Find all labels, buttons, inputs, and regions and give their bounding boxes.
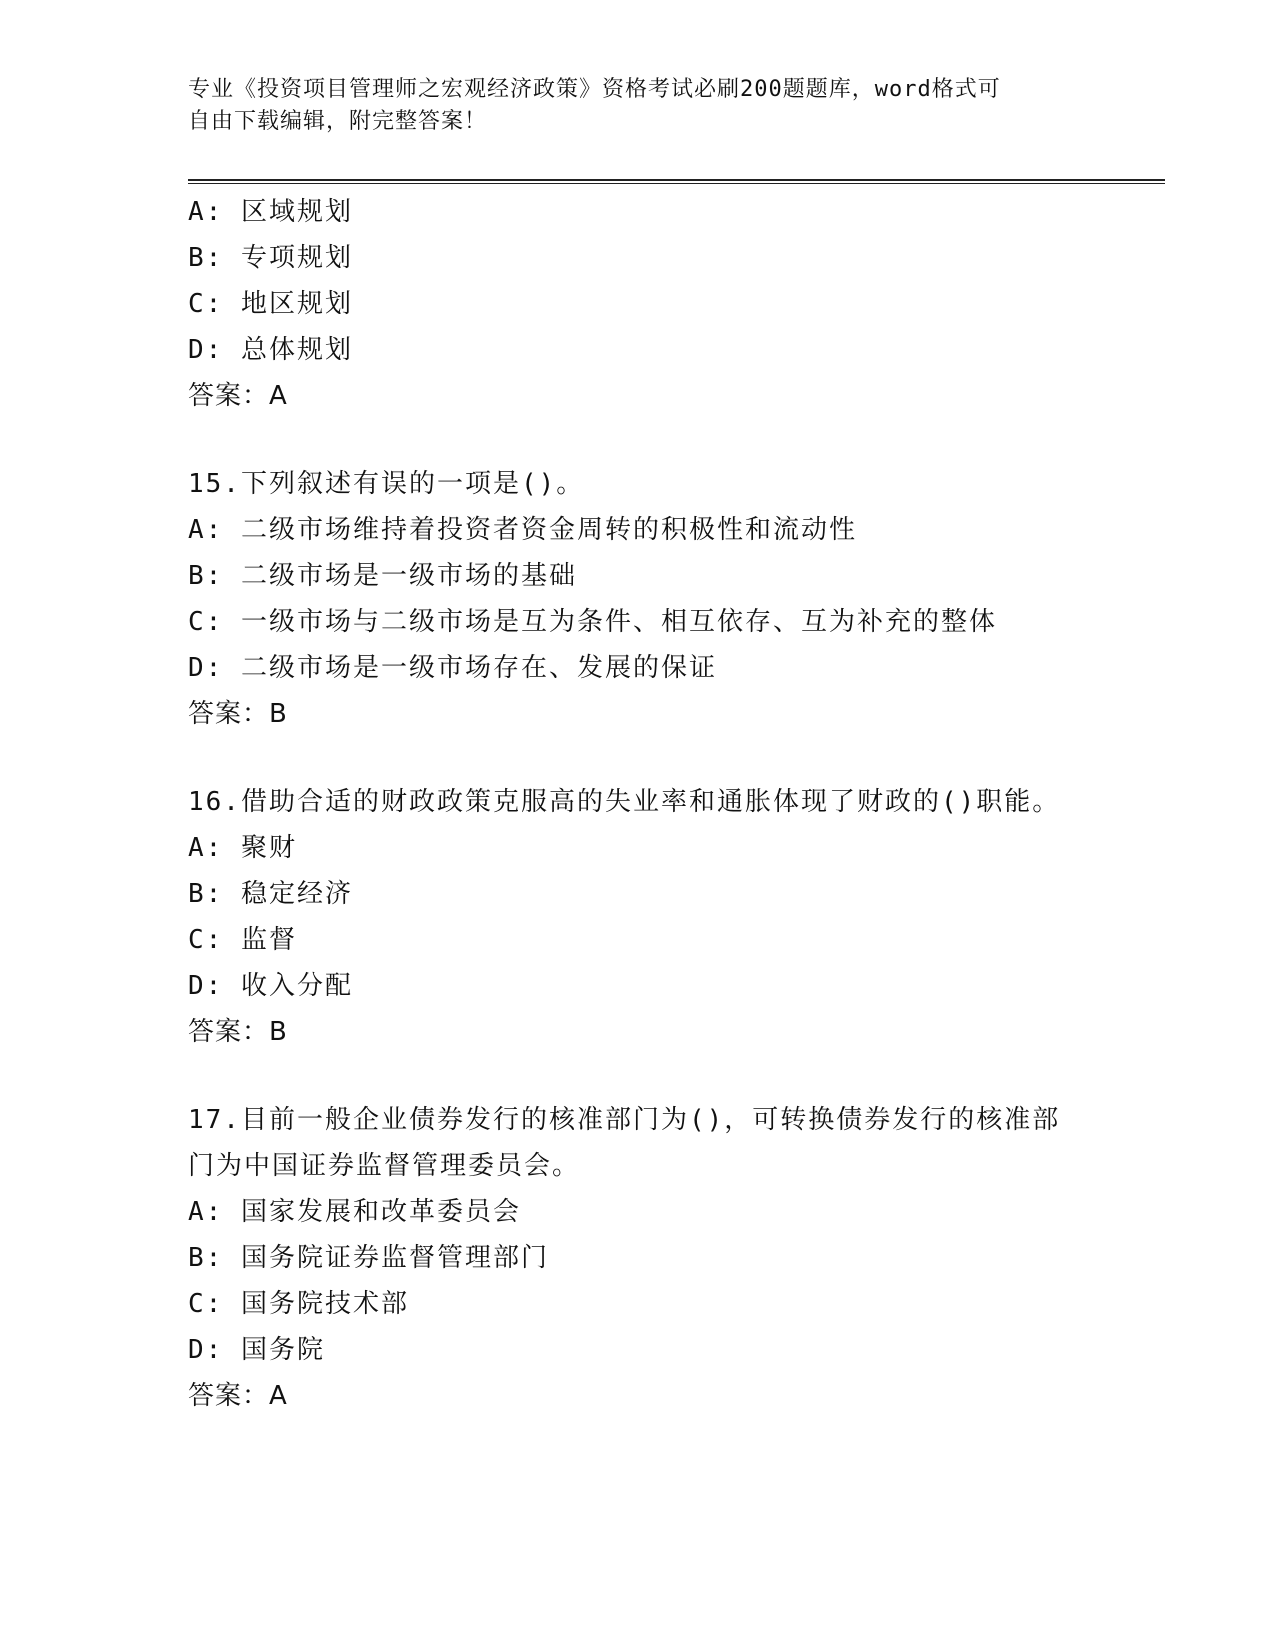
question-list	[188, 189, 1088, 1419]
option-b: B: 稳定经济	[188, 879, 353, 909]
option-b: B: 专项规划	[188, 243, 353, 273]
question-text-line-2: 门为中国证券监督管理委员会。	[188, 1151, 581, 1181]
answer-line: 答案：B	[188, 1017, 288, 1047]
spacer	[188, 419, 1088, 461]
option-d: D: 二级市场是一级市场存在、发展的保证	[188, 653, 717, 683]
option-c: C: 地区规划	[188, 289, 353, 319]
document-header	[188, 74, 1068, 138]
option-b: B: 国务院证券监督管理部门	[188, 1243, 549, 1273]
header-divider-thin	[188, 183, 1165, 184]
option-d: D: 国务院	[188, 1335, 325, 1365]
option-a: A: 聚财	[188, 833, 297, 863]
header-line-2: 自由下载编辑，附完整答案！	[188, 109, 488, 134]
answer-line: 答案：B	[188, 699, 288, 729]
option-a: A: 国家发展和改革委员会	[188, 1197, 521, 1227]
question-text: 15.下列叙述有误的一项是()。	[188, 469, 585, 499]
option-a: A: 区域规划	[188, 197, 353, 227]
answer-line: 答案：A	[188, 381, 288, 411]
option-d: D: 总体规划	[188, 335, 353, 365]
spacer	[188, 1055, 1088, 1097]
option-a: A: 二级市场维持着投资者资金周转的积极性和流动性	[188, 515, 857, 545]
option-c: C: 国务院技术部	[188, 1289, 409, 1319]
question-block-14	[188, 189, 1088, 419]
header-divider-thick	[188, 179, 1165, 181]
question-block-17	[188, 1097, 1088, 1419]
option-b: B: 二级市场是一级市场的基础	[188, 561, 577, 591]
option-c: C: 监督	[188, 925, 297, 955]
question-text-line-1: 17.目前一般企业债券发行的核准部门为()，可转换债券发行的核准部	[188, 1105, 1061, 1135]
question-block-15	[188, 461, 1088, 737]
option-d: D: 收入分配	[188, 971, 353, 1001]
option-c: C: 一级市场与二级市场是互为条件、相互依存、互为补充的整体	[188, 607, 997, 637]
spacer	[188, 737, 1088, 779]
header-line-1: 专业《投资项目管理师之宏观经济政策》资格考试必刷200题题库，word格式可	[188, 77, 1001, 102]
question-block-16	[188, 779, 1088, 1055]
answer-line: 答案：A	[188, 1381, 288, 1411]
question-text: 16.借助合适的财政政策克服高的失业率和通胀体现了财政的()职能。	[188, 787, 1061, 817]
